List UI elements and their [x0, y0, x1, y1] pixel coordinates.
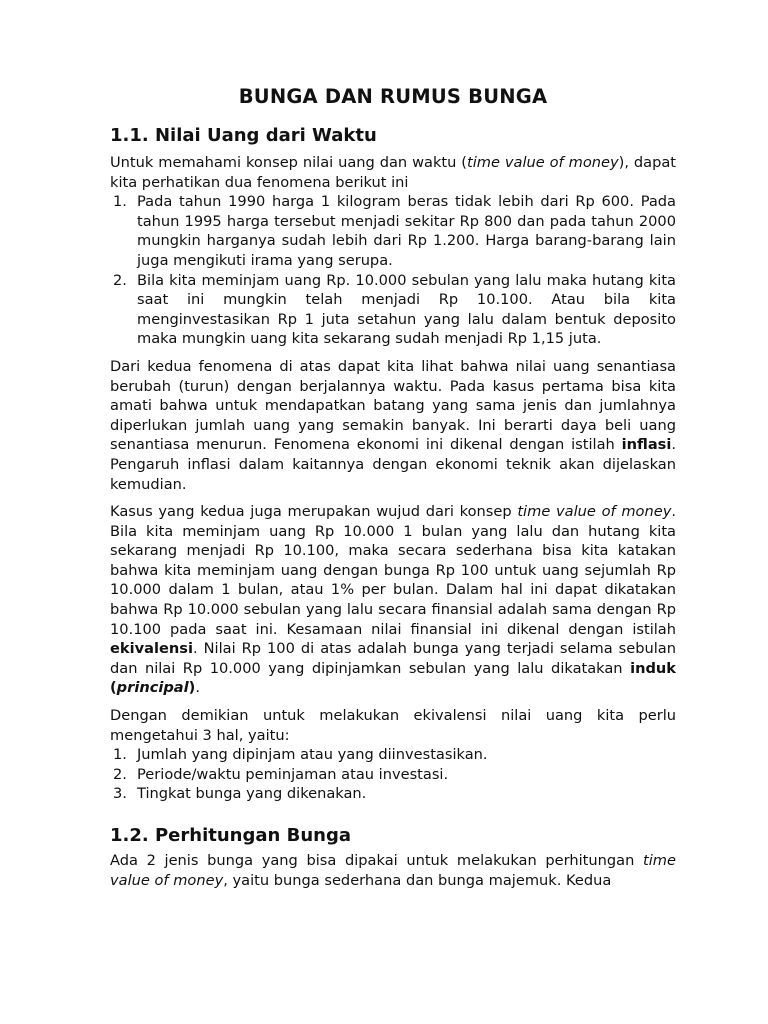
induk-term-close: ) [188, 679, 196, 697]
list-item-text: Tingkat bunga yang dikenakan. [137, 785, 367, 803]
document-page [110, 84, 676, 898]
list-item-number: 2. [113, 765, 127, 783]
intro-text-1: Untuk memahami konsep nilai uang dan waktu ( [110, 154, 467, 171]
list-item-text: Periode/waktu peminjaman atau investasi. [137, 765, 449, 783]
list-item-number: 1. [113, 193, 127, 211]
section2-term-time-value: time value of money [110, 852, 676, 889]
inflasi-text-1: Dari kedua fenomena di atas dapat kita lihat bahwa nilai uang senantiasa berubah (turun) dengan berjalannya waktu. Pada kasus pertama bisa kita amati bahwa untuk mendapatkan batang yang sama jenis dan jumlahnya diperlukan jumlah uang yang semakin banyak. Ini berarti daya beli uang senantiasa menurun. Fenomena ekonomi ini dikenal dengan istilah [110, 357, 676, 454]
list-item-text: Bila kita meminjam uang Rp. 10.000 sebulan yang lalu maka hutang kita saat ini mungkin telah menjadi Rp 10.100. Atau bila kita menginvestasikan Rp 1 juta setahun yang lalu dalam bentuk deposito maka mungkin uang kita sekarang sudah menjadi Rp 1,15 juta. [137, 271, 676, 348]
list-item [110, 271, 676, 349]
inflasi-term: inflasi [621, 436, 672, 454]
list-item-text: Pada tahun 1990 harga 1 kilogram beras tidak lebih dari Rp 600. Pada tahun 1995 harga tersebut menjadi sekitar Rp 800 dan pada tahun 2000 mungkin harganya sudah lebih dari Rp 1.200. Harga barang-barang lain juga mengikuti irama yang serupa. [137, 193, 676, 269]
section2-text-1: Ada 2 jenis bunga yang bisa dipakai untuk melakukan perhitungan [110, 852, 644, 869]
intro-text-2: ), dapat kita perhatikan dua fenomena berikut ini [110, 154, 676, 191]
ekivalensi-term-time-value: time value of money [517, 503, 672, 521]
inflasi-paragraph [110, 357, 676, 494]
inflasi-text-2: . Pengaruh inflasi dalam kaitannya dengan ekonomi teknik akan dijelaskan kemudian. [110, 436, 676, 493]
list-item [110, 765, 676, 785]
three-things-list [110, 745, 676, 804]
section2-intro-paragraph [110, 851, 676, 890]
section-heading-perhitungan-bunga: 1.2. Perhitungan Bunga [110, 825, 351, 846]
list-item-text: Jumlah yang dipinjam atau yang diinvestasikan. [137, 746, 488, 764]
ekivalensi-text-3: . Nilai Rp 100 di atas adalah bunga yang terjadi selama sebulan dan nilai Rp 10.000 yang dipinjamkan sebulan yang lalu dikatakan [110, 640, 676, 677]
ekivalensi-term: ekivalensi [110, 640, 193, 658]
induk-term-open: induk ( [110, 659, 676, 697]
list-item-number: 1. [113, 746, 127, 764]
section1-intro-paragraph [110, 153, 676, 192]
list-item [110, 784, 676, 804]
list-item [110, 192, 676, 270]
section-heading-nilai-uang: 1.1. Nilai Uang dari Waktu [110, 125, 377, 146]
three-things-paragraph: Dengan demikian untuk melakukan ekivalensi nilai uang kita perlu mengetahui 3 hal, yaitu: [110, 707, 676, 744]
phenomena-list [110, 192, 676, 349]
section2-text-2: , yaitu bunga sederhana dan bunga majemuk. Kedua [223, 871, 612, 889]
list-item [110, 745, 676, 765]
list-item-number: 2. [113, 271, 127, 289]
ekivalensi-text-2: . Bila kita meminjam uang Rp 10.000 1 bulan yang lalu dan hutang kita sekarang menjadi Rp 10.100, maka secara sederhana bisa kita katakan bahwa kita meminjam uang dengan bunga Rp 100 untuk uang sejumlah Rp 10.000 dalam 1 bulan, atau 1% per bulan. Dalam hal ini dapat dikatakan bahwa Rp 10.000 sebulan yang lalu secara finansial adalah sama dengan Rp 10.100 pada saat ini. Kesamaan nilai finansial ini dikenal dengan istilah [110, 503, 676, 638]
ekivalensi-paragraph [110, 502, 676, 698]
principal-term: principal [116, 679, 189, 697]
intro-term-time-value: time value of money [466, 154, 619, 171]
document-title: BUNGA DAN RUMUS BUNGA [238, 85, 548, 108]
ekivalensi-text-1: Kasus yang kedua juga merupakan wujud dari konsep [110, 503, 518, 521]
ekivalensi-text-end: . [195, 679, 200, 697]
list-item-number: 3. [113, 785, 127, 803]
